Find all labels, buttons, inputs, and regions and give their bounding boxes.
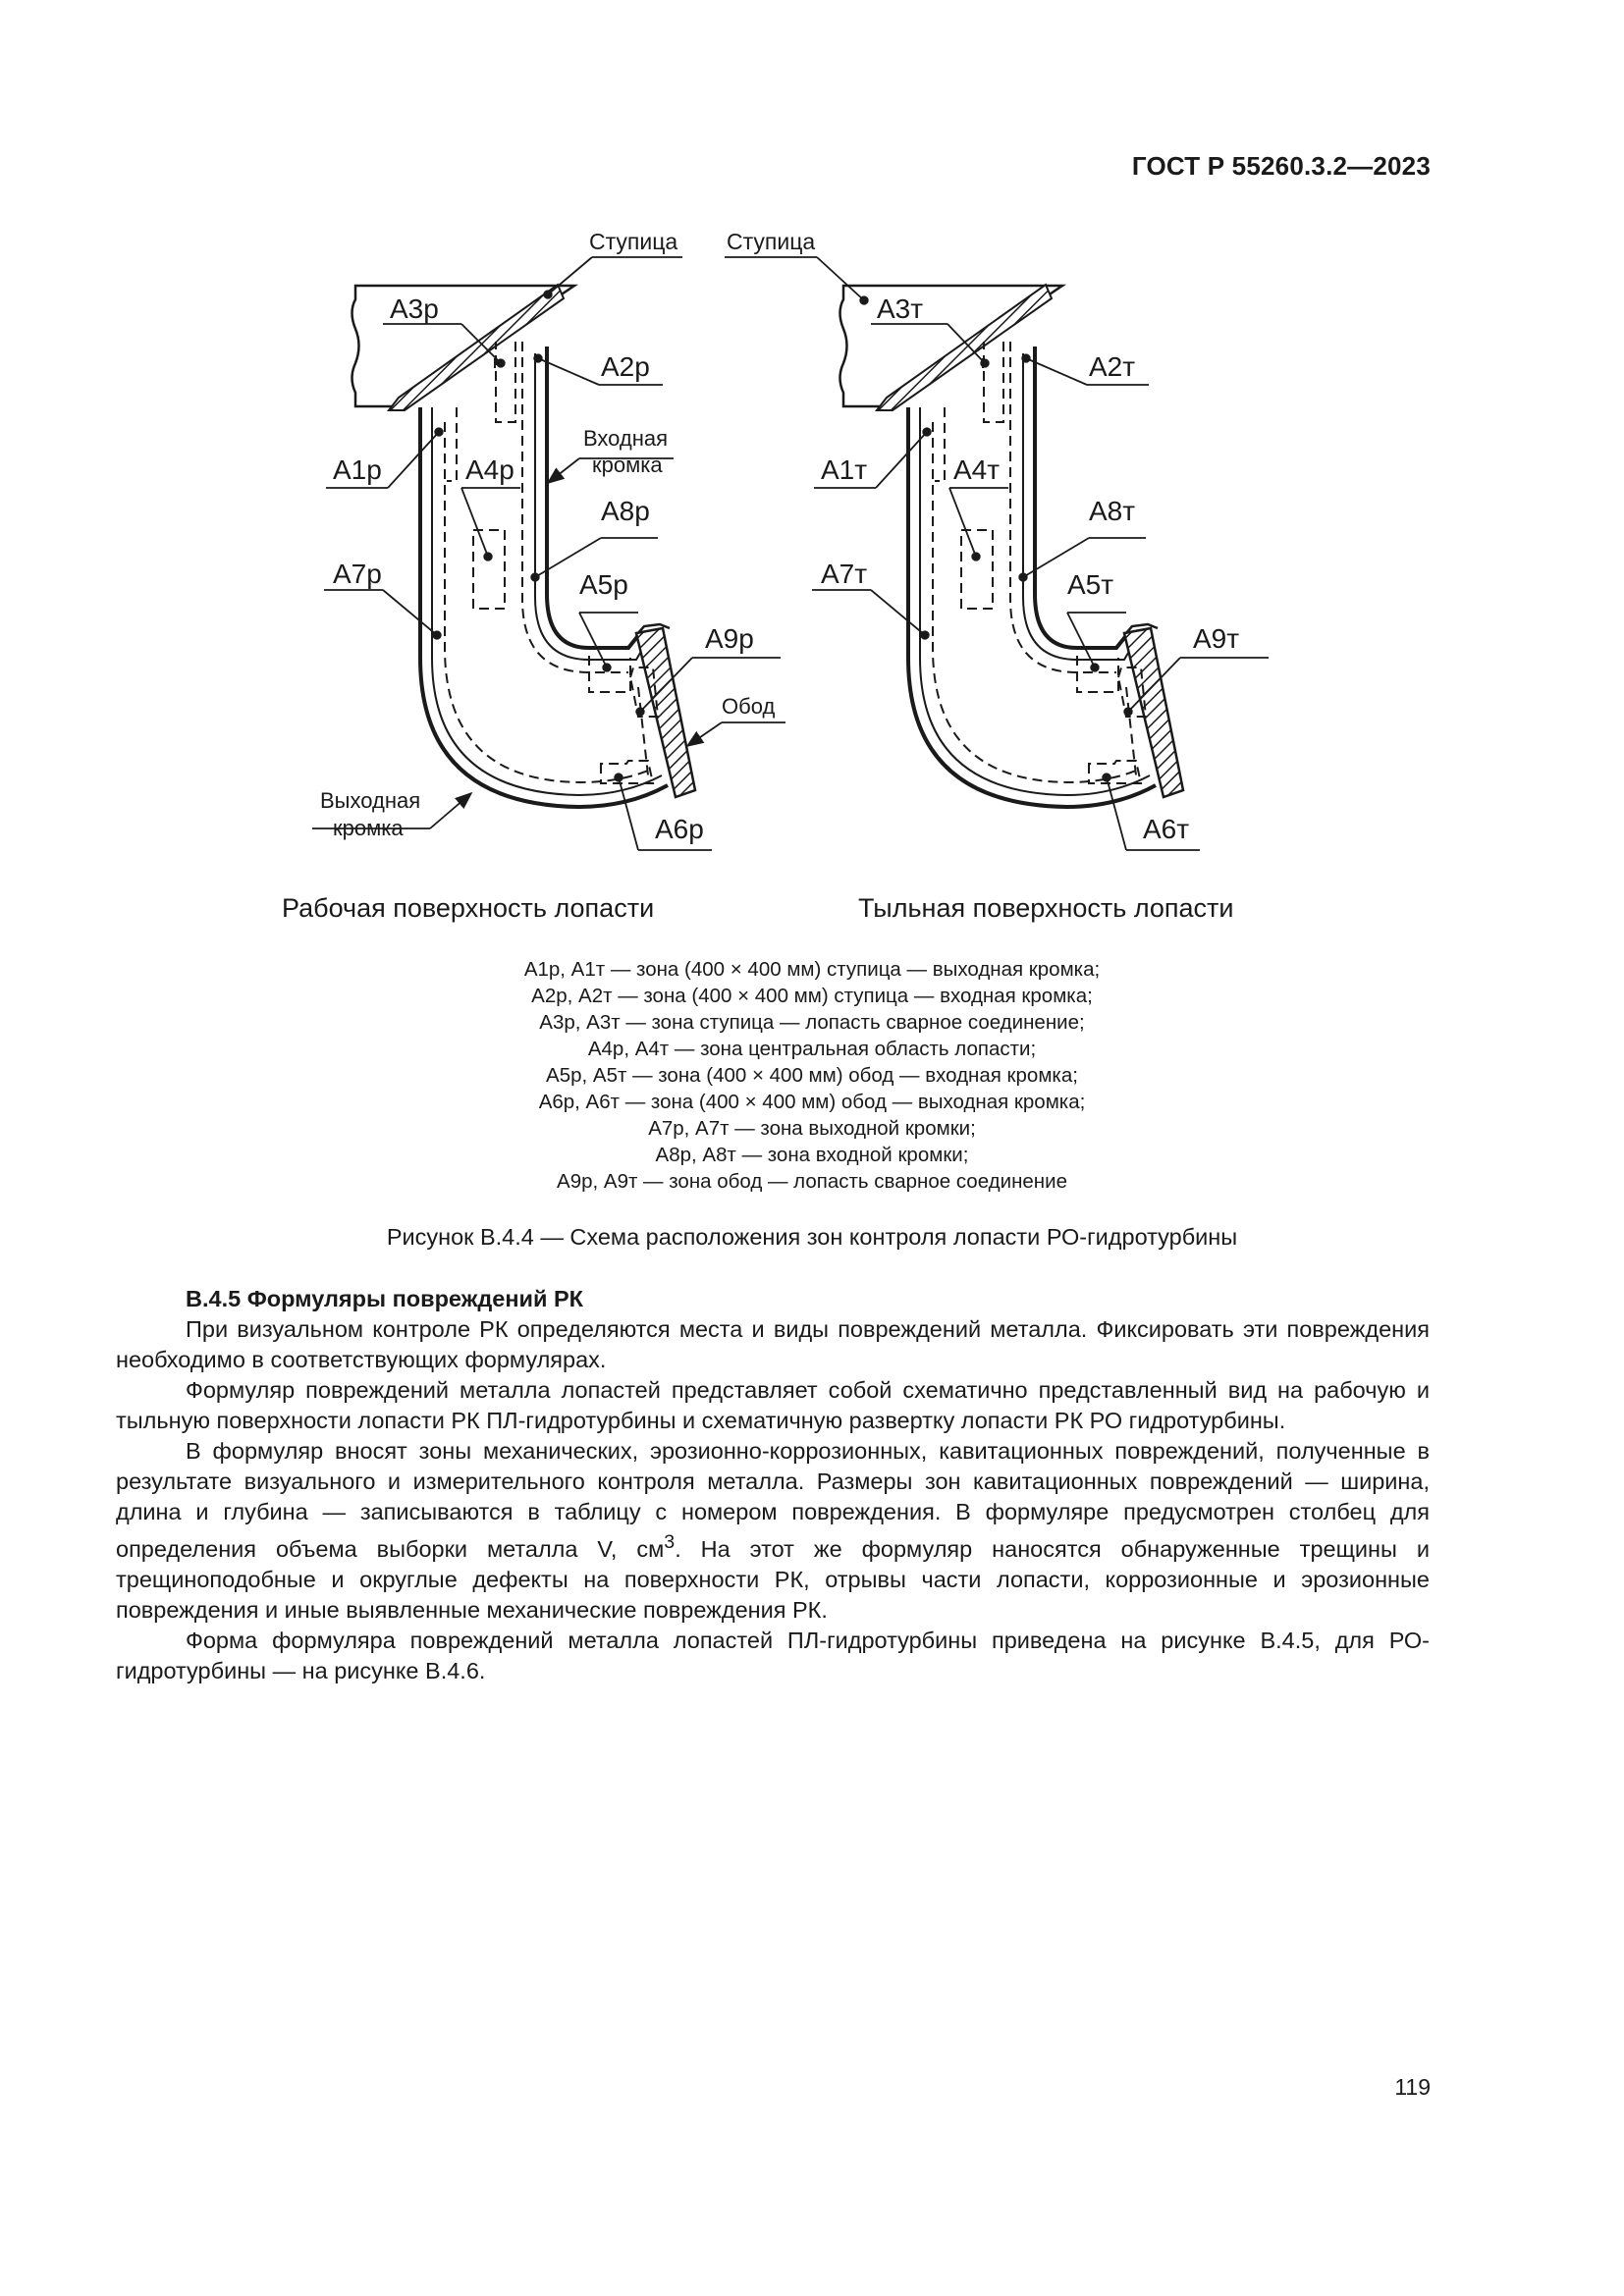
left-zone-a5: А5р bbox=[579, 569, 628, 600]
paragraph: При визуальном контроле РК определяются места и виды повреждений металла. Фиксировать эти повреждения необходимо в соответствующих формулярах. bbox=[116, 1316, 1430, 1372]
legend-line: А7р, А7т — зона выходной кромки; bbox=[648, 1117, 976, 1140]
left-inlet-edge-label-2: кромка bbox=[592, 453, 663, 477]
right-surface-title: Тыльная поверхность лопасти bbox=[858, 893, 1234, 923]
left-zone-a7: А7р bbox=[333, 559, 382, 589]
paragraph: Формуляр повреждений металла лопастей представляет собой схематично представленный вид на рабочую и тыльную поверхности лопасти РК ПЛ-гидротурбины и схематичную развертку лопасти РК РО гидротурбины. bbox=[116, 1377, 1430, 1433]
left-zone-a1: А1р bbox=[333, 454, 382, 485]
left-zone-a4: А4р bbox=[465, 454, 514, 485]
section-heading: В.4.5 Формуляры повреждений РК bbox=[186, 1286, 583, 1311]
paragraph-text: В формуляр вносят зоны механических, эрозионно-коррозионных, кавитационных повреждений, полученные в результате визуального и измерительного контроля металла. Размеры зон кавитационных повреждений — ширина, длина и глубина — записываются в таблицу с номером повреждения. В формуляре предусмотрен столбец для определения объема выборки металла V, см bbox=[116, 1438, 1430, 1562]
left-inlet-edge-label-1: Входная bbox=[583, 426, 669, 451]
blade-zones-figure bbox=[0, 0, 1624, 942]
right-hub-label: Ступица bbox=[727, 229, 816, 254]
right-zone-a9: А9т bbox=[1193, 623, 1240, 654]
right-zone-a2: А2т bbox=[1089, 351, 1136, 382]
figure-caption: Рисунок В.4.4 — Схема расположения зон контроля лопасти РО-гидротурбины bbox=[386, 1224, 1238, 1250]
left-outlet-edge-label-2: кромка bbox=[333, 816, 404, 840]
right-zone-a7: А7т bbox=[821, 559, 868, 589]
legend-line: А9р, А9т — зона обод — лопасть сварное соединение bbox=[557, 1170, 1067, 1193]
left-zone-a9: А9р bbox=[705, 623, 754, 654]
right-zone-a5: А5т bbox=[1067, 569, 1114, 600]
legend-line: А5р, А5т — зона (400 × 400 мм) обод — входная кромка; bbox=[546, 1064, 1078, 1087]
right-zone-a3: А3т bbox=[877, 294, 924, 324]
left-outlet-edge-label-1: Выходная bbox=[320, 788, 421, 813]
figure-legend bbox=[0, 956, 1624, 1195]
left-zone-a6: А6р bbox=[655, 814, 704, 844]
page-number: 119 bbox=[1394, 2074, 1431, 2100]
right-zone-a6: А6т bbox=[1143, 814, 1190, 844]
paragraph-text: . На этот же формуляр наносятся обнаруженные трещины и трещиноподобные и округлые дефекты на поверхности РК, отрывы части лопасти, коррозионные и эрозионные повреждения и иные выявленные механические повреждения РК. bbox=[116, 1535, 1430, 1623]
legend-line: А2р, А2т — зона (400 × 400 мм) ступица — входная кромка; bbox=[531, 985, 1093, 1007]
left-zone-a3: А3р bbox=[390, 294, 439, 324]
right-zone-a4: А4т bbox=[953, 454, 1001, 485]
left-zone-a2: А2р bbox=[601, 351, 650, 382]
section-body bbox=[116, 1284, 1430, 1686]
legend-line: А8р, А8т — зона входной кромки; bbox=[655, 1144, 969, 1166]
legend-line: А6р, А6т — зона (400 × 400 мм) обод — выходная кромка; bbox=[538, 1091, 1086, 1113]
legend-line: А1р, А1т — зона (400 × 400 мм) ступица — выходная кромка; bbox=[523, 958, 1101, 981]
right-zone-a8: А8т bbox=[1089, 496, 1136, 526]
left-hub-label: Ступица bbox=[589, 229, 678, 254]
paragraph: Форма формуляра повреждений металла лопастей ПЛ-гидротурбины приведена на рисунке В.4.5, для РО-гидротурбины — на рисунке В.4.6. bbox=[116, 1627, 1430, 1683]
left-surface-title: Рабочая поверхность лопасти bbox=[282, 893, 655, 923]
paragraph bbox=[116, 1436, 1430, 1626]
left-zone-a8: А8р bbox=[601, 496, 650, 526]
right-zone-a1: А1т bbox=[821, 454, 868, 485]
superscript: 3 bbox=[664, 1531, 676, 1553]
document-number: ГОСТ Р 55260.3.2—2023 bbox=[1131, 151, 1431, 181]
legend-line: А4р, А4т — зона центральная область лопасти; bbox=[587, 1038, 1037, 1060]
left-rim-label: Обод bbox=[722, 694, 776, 719]
legend-line: А3р, А3т — зона ступица — лопасть сварное соединение; bbox=[539, 1011, 1085, 1034]
